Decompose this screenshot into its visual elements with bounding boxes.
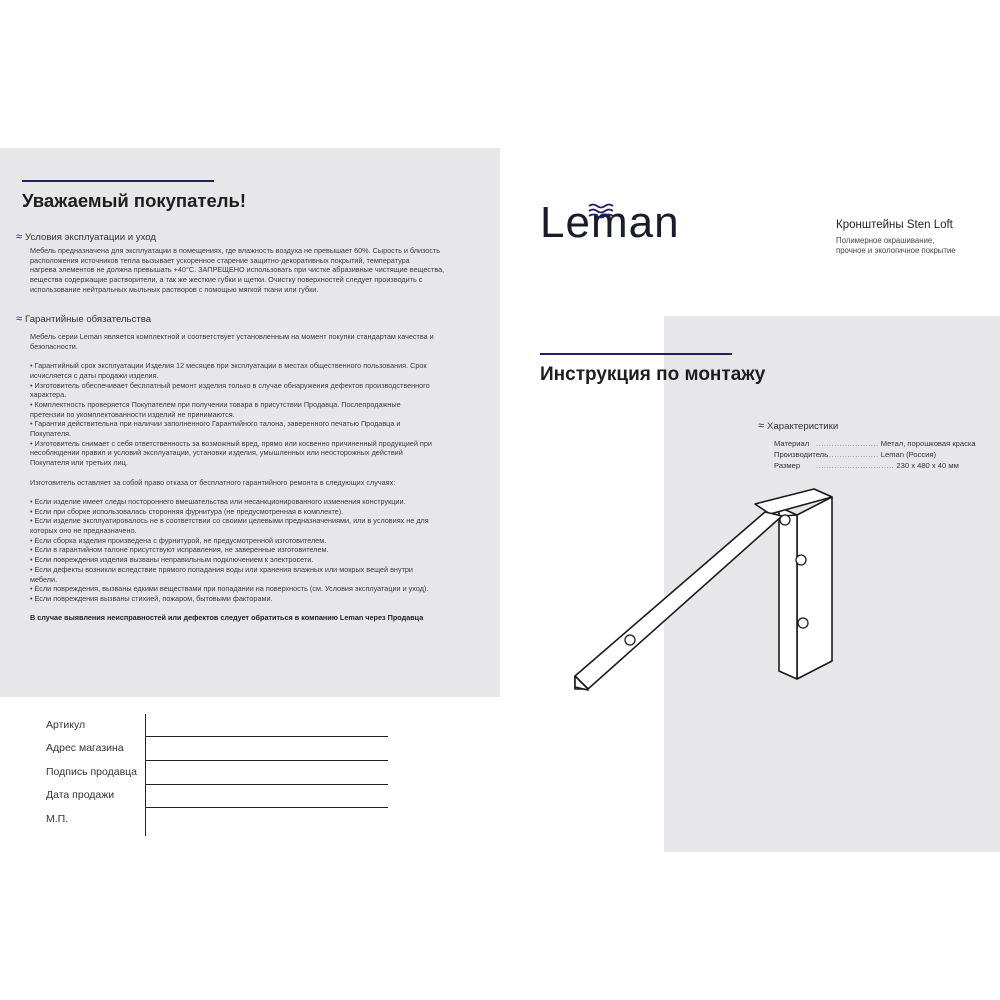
field-label-seller-signature: Подпись продавца [46,766,138,778]
wave-icon: ≈ [16,231,22,243]
text-line: • Изготовитель снимает с себя ответственность за возможный вред, прямо или косвенно причиненный продукцией при [30,438,432,448]
text-line: • Если дефекты возникли вследствие прямого попадания воды или хранения влажных или мокрых вещей внутри [30,564,413,574]
text-line: • Если в гарантийном талоне присутствуют исправления, не заверенные изготовителем. [30,545,329,555]
text-line: Мебель серии Leman является комплектной и соответствует установленным на момент покупки стандартам качества и [30,332,434,341]
product-title: Кронштейны Sten Loft [836,219,953,231]
subtitle-line: Полимерное окрашивание, [836,236,935,245]
text-line: расположения источников тепла вызывает ускоренное старение защитно-декоративных покрытий, температура [30,255,410,265]
screw-hole [798,618,808,628]
text-line: несоблюдении правил и условий эксплуатации, установки изделия, умышленных или неосторожных действий [30,448,403,458]
text-line: характера. [30,390,67,400]
field-label-store-address: Адрес магазина [46,742,124,754]
field-line-seller-signature[interactable] [145,784,388,785]
screw-hole [796,555,806,565]
wave-icon: ≈ [758,420,764,432]
text-line: • Если изделие имеет следы постороннего вмешательства или несанкционированного изменения конструкции. [30,496,406,506]
text-line: • Изготовитель обеспечивает бесплатный ремонт изделия только в случае обнаружения дефектов производственного [30,380,430,390]
subtitle-line: прочное и экологичное покрытие [836,246,956,255]
warranty-heading-label: Гарантийные обязательства [25,314,152,325]
field-label-article: Артикул [46,719,86,731]
brand-logo: Leman [540,198,680,247]
text-line: • Гарантийный срок эксплуатации Изделия 12 месяцев при эксплуатации в местах общественного пользования. Срок [30,361,427,371]
spec-key: Материал [774,439,810,448]
greeting-title: Уважаемый покупатель! [22,190,247,211]
field-line-store-address[interactable] [145,760,388,761]
spec-row [774,439,976,448]
warranty-text [30,332,488,623]
text-line: использование нейтральных мыльных растворов с помощью мягкой ткани или губки. [30,284,319,294]
spec-value: 230 х 480 х 40 мм [896,461,959,470]
text-line: • Если сборка изделия произведена с фурнитурой, не предусмотренной изготовителем. [30,535,327,545]
care-heading [16,232,156,243]
text-line: Покупателя или третьих лиц. [30,458,128,468]
spec-dots: .............................. [816,461,895,470]
footer-note: В случае выявления неисправностей или дефектов следует обратиться в компанию Leman через Продавца [30,613,424,623]
logo-waves-icon [588,203,616,219]
spec-row [774,450,936,459]
field-line-article[interactable] [145,736,388,737]
text-line: • Если повреждения, вызваны едкими веществами при попадании на поверхность (см. Условия эксплуатации и уход). [30,584,429,594]
text-line: • Гарантия действительна при наличии заполненного Гарантийного талона, заверенного печатью Продавца и [30,419,401,429]
text-line: • Если повреждения изделия вызваны неправильным подключением к электросети. [30,555,314,565]
instruction-title: Инструкция по монтажу [540,364,766,385]
text-line: вещества содержащие растворители, а так же жесткие губки и щетки. Очистку поверхностей следует производить с [30,275,423,285]
text-line: нагрева элементов не должна превышать +40°С. ЗАПРЕЩЕНО использовать при чистке абразивные чистящие вещества, [30,265,445,275]
text-line: Изготовитель оставляет за собой право отказа от бесплатного гарантийного ремонта в следующих случаях: [30,477,396,487]
text-line: которых оно не предназначено. [30,526,137,536]
spec-dots: ........................ [816,450,879,459]
text-line: претензии по укомплектованности изделий не принимаются. [30,409,235,419]
text-line: • Если повреждения вызваны стихией, пожаром, бытовыми факторами. [30,593,273,603]
field-line-sale-date[interactable] [145,807,388,808]
spec-dots: ........................ [816,439,879,448]
text-line: Мебель предназначена для эксплуатации в помещениях, где влажность воздуха не превышает 60%. Сырость и близость [30,246,441,255]
care-text [30,246,488,295]
spec-key: Размер [774,461,801,470]
text-line: • Если при сборке использовалась сторонняя фурнитура (не предусмотренная в комплекте). [30,506,344,516]
text-line: • Комплектность проверяется Покупателем при получении товара в присутствии Продавца. Послепродажные [30,399,401,409]
text-line: Покупателя. [30,429,72,439]
text-line: исчисляется с даты продажи изделия. [30,370,159,380]
spec-row [774,461,959,470]
care-heading-label: Условия эксплуатации и уход [25,232,156,243]
spec-value: Leman (Россия) [880,450,937,459]
screw-hole [625,635,635,645]
form-divider [145,714,146,836]
wave-icon: ≈ [16,313,22,325]
screw-hole [780,515,790,525]
specs-heading [758,421,838,432]
text-line: мебели. [30,574,58,584]
field-label-stamp: М.П. [46,813,69,825]
text-line: • Если изделие эксплуатировалось не в соответствии со своими целевыми предназначениями, или в условиях не для [30,516,429,526]
warranty-heading [16,314,151,325]
text-line: безопасности. [30,341,78,351]
accent-line [22,180,214,182]
spec-value: Метал, порошковая краска [880,439,976,448]
specs-heading-label: Характеристики [767,421,839,432]
product-subtitle [836,236,996,256]
field-label-sale-date: Дата продажи [46,789,115,801]
bracket-drawing [560,480,850,700]
accent-line [540,353,732,355]
spec-key: Производитель [774,450,829,459]
